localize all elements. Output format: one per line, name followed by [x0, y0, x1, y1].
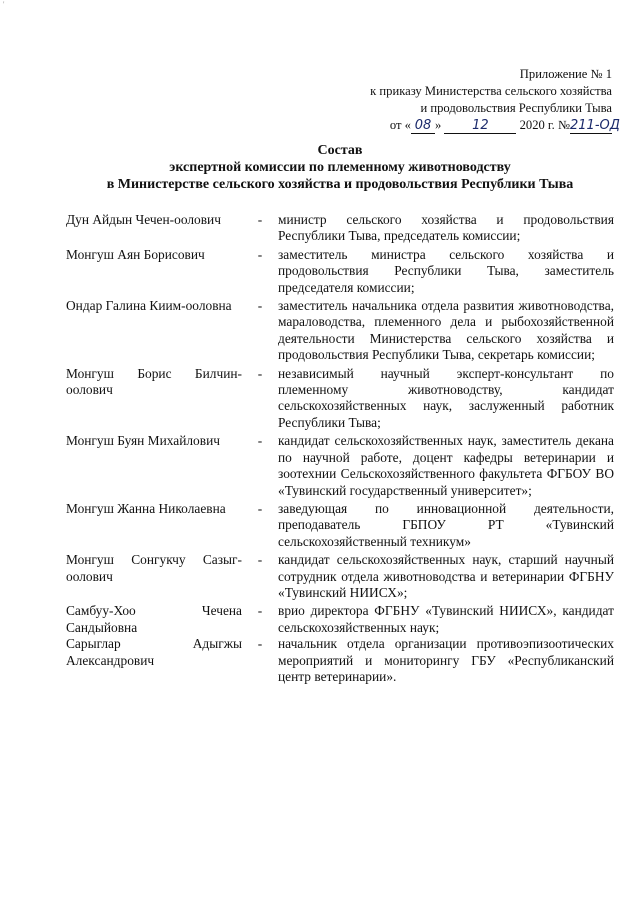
member-dash: -	[257, 212, 263, 227]
order-number-handwritten: 211-ОД	[570, 118, 620, 133]
member-dash: -	[257, 365, 263, 381]
member-row	[66, 366, 614, 432]
member-name: Ондар Галина Киим-ооловна	[66, 298, 232, 314]
member-dash: -	[257, 246, 263, 262]
member-row	[66, 247, 614, 296]
member-dash: -	[257, 552, 263, 568]
document-title	[40, 142, 640, 193]
member-dash: -	[257, 500, 263, 516]
title-line3: в Министерстве сельского хозяйства и продовольствия Республики Тыва	[106, 177, 574, 192]
member-name: Дун Айдын Чечен-оолович	[66, 212, 221, 227]
order-reference-line1: к приказу Министерства сельского хозяйства	[370, 84, 612, 98]
member-name: Самбуу-Хоо Чечена Сандыйовна	[66, 603, 242, 635]
member-name: Монгуш Буян Михайлович	[66, 433, 220, 449]
member-name: Сарыглар Адыгжы Александрович	[66, 636, 242, 668]
member-dash: -	[257, 433, 263, 449]
appendix-block	[370, 66, 620, 134]
member-role: начальник отдела организации противоэпизоотических мероприятий и мониторингу ГБУ «Республиканский центр ветеринарии».	[278, 636, 614, 684]
member-row	[66, 636, 614, 685]
date-prefix: от «	[389, 118, 411, 132]
member-role: кандидат сельскохозяйственных наук, заместитель декана по научной работе, доцент кафедры ветеринарии и зоотехнии Сельскохозяйственного факультета ФГБОУ ВО «Тувинский государственный университет»;	[278, 433, 614, 498]
member-dash: -	[257, 298, 263, 314]
member-row	[66, 433, 614, 499]
member-row	[66, 298, 614, 364]
member-name: Монгуш Борис Билчин-оолович	[66, 365, 242, 398]
appendix-number: Приложение № 1	[519, 67, 612, 81]
order-reference-line2: и продовольствия Республики Тыва	[420, 101, 612, 115]
member-row	[66, 603, 614, 636]
member-name: Монгуш Жанна Николаевна	[66, 500, 226, 516]
date-year: 2020 г. №	[519, 118, 570, 132]
date-day-handwritten: 08	[411, 119, 435, 134]
member-name: Монгуш Сонгукчу Сазыг-оолович	[66, 552, 242, 584]
date-month-handwritten: 12	[444, 119, 516, 134]
member-name: Монгуш Аян Борисович	[66, 246, 205, 262]
member-role: заведующая по инновационной деятельности, преподаватель ГБПОУ РТ «Тувинский сельскохозяйственный техникум»	[278, 500, 614, 549]
member-dash: -	[257, 603, 263, 619]
commission-members-list	[66, 212, 614, 685]
member-role: министр сельского хозяйства и продовольствия Республики Тыва, председатель комиссии;	[278, 212, 614, 244]
member-row	[66, 552, 614, 601]
title-line1: Состав	[317, 143, 363, 158]
order-date-line	[370, 117, 620, 134]
member-role: врио директора ФГБНУ «Тувинский НИИСХ», кандидат сельскохозяйственных наук;	[278, 603, 614, 635]
member-row	[66, 501, 614, 550]
member-role: заместитель министра сельского хозяйства и продовольствия Республики Тыва, заместитель председателя комиссии;	[278, 246, 614, 295]
title-line2: экспертной комиссии по племенному животноводству	[169, 160, 511, 175]
member-role: заместитель начальника отдела развития животноводства, мараловодства, племенного дела и рыбохозяйственной деятельности Министерства сельского хозяйства и продовольствия Республики Тыва, секретарь комиссии;	[278, 298, 614, 363]
member-role: независимый научный эксперт-консультант по племенному животноводству, кандидат сельскохозяйственных наук, заслуженный работник Республики Тыва;	[278, 365, 614, 430]
member-row	[66, 212, 614, 245]
date-mid: »	[434, 118, 442, 132]
member-role: кандидат сельскохозяйственных наук, старший научный сотрудник отдела животноводства и ветеринарии ФГБНУ «Тувинский НИИСХ»;	[278, 552, 614, 600]
member-dash: -	[257, 636, 263, 652]
scan-mark: '	[3, 0, 5, 9]
